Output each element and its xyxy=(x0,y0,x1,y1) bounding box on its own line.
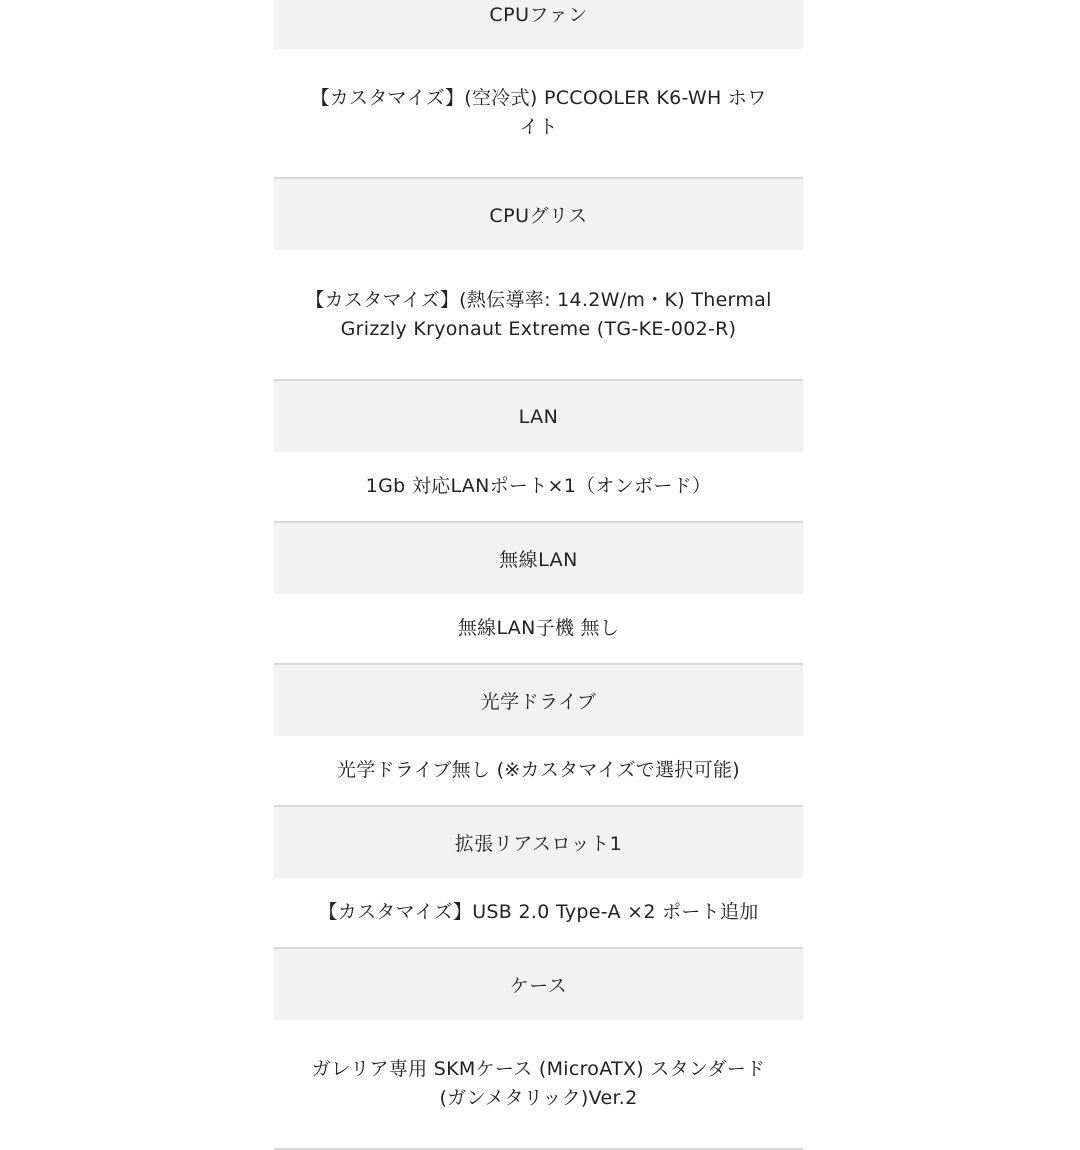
spec-header-cpu-grease: CPUグリス xyxy=(274,179,803,250)
spec-value-text: 1Gb 対応LANポート×1（オンボード） xyxy=(365,475,712,497)
spec-value-cpu-grease xyxy=(274,250,803,381)
spec-table xyxy=(274,0,803,1150)
spec-value-text: ガレリア専用 SKMケース (MicroATX) スタンダード(ガンメタリック)Ver.2 xyxy=(311,1058,766,1109)
spec-value-lan xyxy=(274,452,803,523)
spec-value-text: 【カスタマイズ】USB 2.0 Type-A ×2 ポート追加 xyxy=(318,901,759,923)
spec-header-cpu-fan: CPUファン xyxy=(274,0,803,49)
spec-value-text: 【カスタマイズ】(空冷式) PCCOOLER K6-WH ホワイト xyxy=(310,87,767,138)
spec-value-cpu-fan xyxy=(274,49,803,179)
spec-value-rear-slot-1 xyxy=(274,878,803,949)
spec-value-text: 光学ドライブ無し (※カスタマイズで選択可能) xyxy=(337,759,740,781)
spec-value-text: 無線LAN子機 無し xyxy=(457,617,620,639)
spec-value-case xyxy=(274,1020,803,1150)
spec-header-wireless-lan: 無線LAN xyxy=(274,523,803,594)
spec-value-text: 【カスタマイズ】(熱伝導率: 14.2W/m・K) Thermal Grizzly Kryonaut Extreme (TG-KE-002-R) xyxy=(305,288,772,340)
spec-header-optical-drive: 光学ドライブ xyxy=(274,665,803,736)
spec-header-lan: LAN xyxy=(274,381,803,452)
spec-header-case: ケース xyxy=(274,949,803,1020)
spec-value-optical-drive xyxy=(274,736,803,807)
spec-header-rear-slot-1: 拡張リアスロット1 xyxy=(274,807,803,878)
spec-value-wireless-lan xyxy=(274,594,803,665)
